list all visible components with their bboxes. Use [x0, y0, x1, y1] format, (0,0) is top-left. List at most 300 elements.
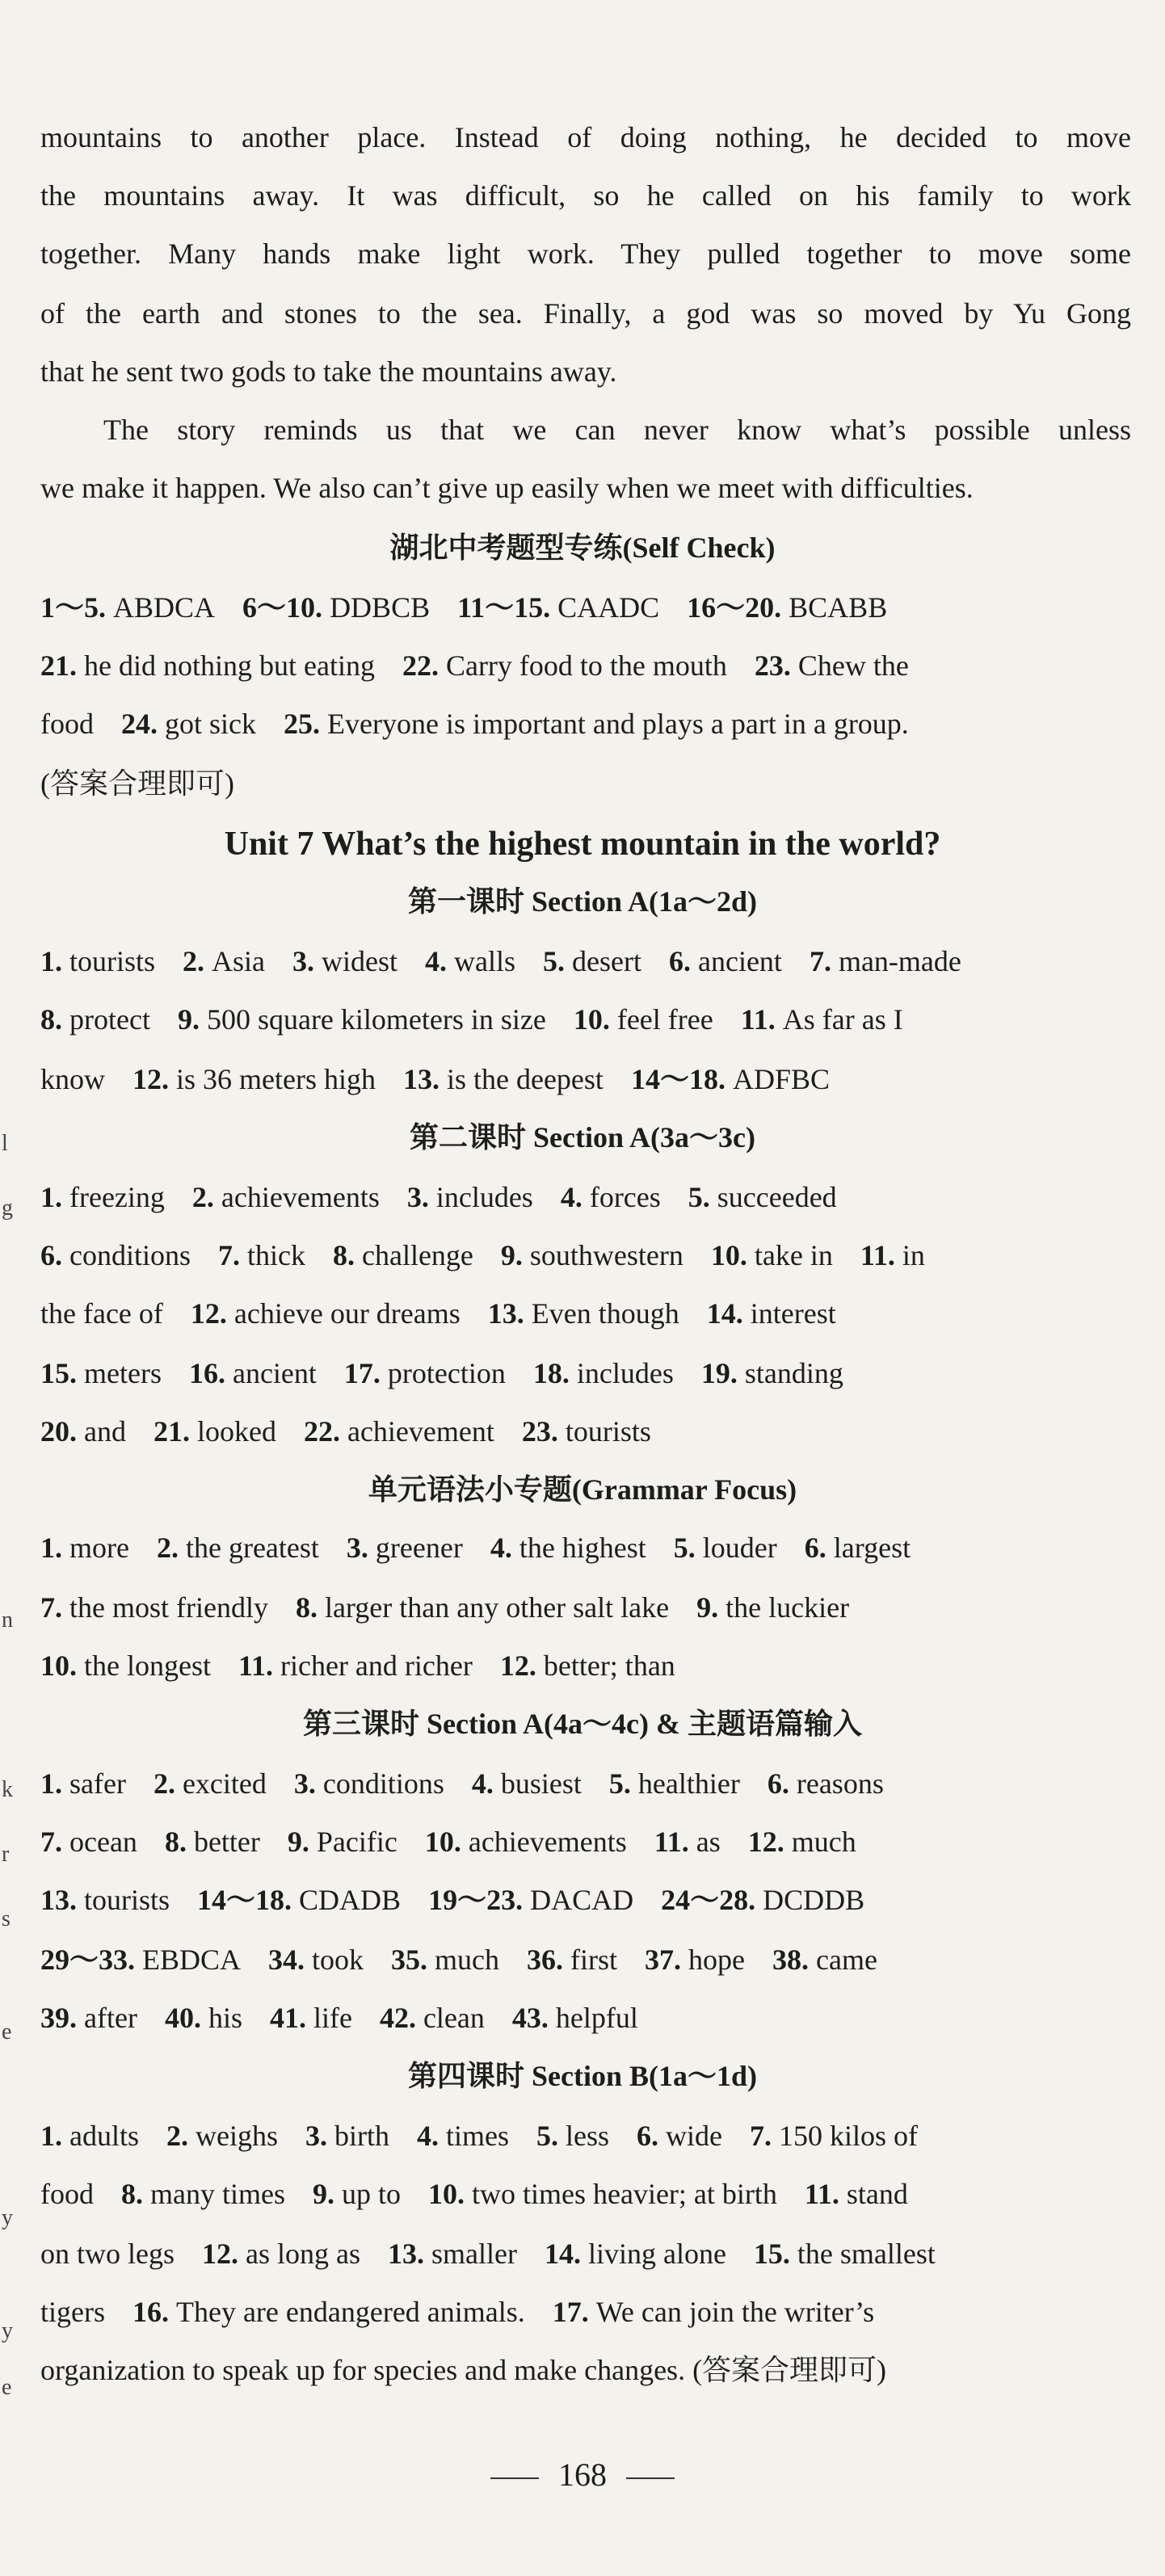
answer-line — [40, 648, 1131, 683]
answer-number: 42. — [379, 2002, 423, 2034]
answer-number: 3. — [292, 945, 322, 977]
answer-line — [40, 1942, 1131, 1977]
answer-item — [645, 1942, 745, 1977]
answer-number: 29～33. — [40, 1944, 143, 1976]
answer-number: 12. — [132, 1063, 176, 1095]
answer-item — [40, 943, 155, 979]
section-heading: 湖北中考题型专练(Self Check) — [389, 532, 776, 564]
answer-text: ocean — [69, 1826, 137, 1858]
answer-item — [40, 1766, 126, 1801]
answer-item — [380, 2000, 485, 2036]
answer-line — [40, 2176, 1131, 2212]
answer-item — [417, 2118, 509, 2154]
answer-line — [40, 766, 1131, 801]
answer-text: succeeded — [717, 1181, 837, 1213]
answer-text: hope — [688, 1944, 746, 1976]
answer-text: conditions — [69, 1239, 191, 1271]
answer-number: 14～18. — [630, 1063, 733, 1095]
answer-number: 25. — [284, 708, 327, 740]
answer-item — [40, 1061, 105, 1097]
answer-text: widest — [322, 945, 398, 977]
answer-item — [270, 2000, 352, 2036]
answer-number: 13. — [40, 1884, 84, 1916]
answer-text: better; than — [543, 1649, 675, 1682]
answer-item — [40, 1179, 165, 1215]
answer-number: 21. — [153, 1415, 197, 1448]
answer-number: 11. — [804, 2178, 847, 2210]
answer-number: 7. — [218, 1239, 247, 1271]
answer-number: 15. — [40, 1357, 84, 1389]
answer-text: achieve our dreams — [233, 1297, 461, 1330]
section-heading: 第四课时 Section B(1a～1d) — [407, 2060, 757, 2092]
answer-item — [669, 943, 782, 979]
answer-text: healthier — [637, 1767, 740, 1800]
answer-text: As far as I — [782, 1003, 903, 1036]
answer-text: Pacific — [316, 1826, 397, 1858]
answer-item — [40, 1414, 126, 1449]
answer-item — [292, 943, 397, 979]
answer-item — [304, 1414, 494, 1449]
answer-number: 7. — [40, 1826, 69, 1858]
answer-item — [527, 1942, 617, 1977]
answer-text: richer and richer — [280, 1649, 473, 1682]
answer-item — [805, 2176, 908, 2212]
answer-text: Everyone is important and plays a part in a group. — [327, 708, 909, 740]
answer-number: 1. — [40, 1532, 69, 1564]
answer-text: as — [696, 1826, 721, 1858]
answer-text: Asia — [212, 945, 266, 977]
answer-number: 13. — [487, 1297, 532, 1330]
answer-text: larger than any other salt lake — [324, 1591, 670, 1624]
answer-number: 20. — [40, 1415, 84, 1448]
answer-item — [637, 2118, 722, 2154]
answer-number: 41. — [269, 2002, 313, 2034]
answer-line — [40, 1238, 1131, 1273]
answer-item — [40, 2176, 94, 2212]
margin-letter: l — [2, 1131, 8, 1156]
answer-text: DDBCB — [330, 591, 431, 624]
answer-item — [687, 590, 887, 625]
answer-number: 3. — [305, 2120, 334, 2152]
answer-item — [154, 1766, 267, 1801]
answer-number: 5. — [673, 1532, 703, 1564]
answer-number: 11. — [860, 1239, 902, 1271]
answer-number: 4. — [417, 2120, 446, 2152]
paragraph-line: of the earth and stones to the sea. Finally, a god was so moved by Yu Gong — [40, 297, 1131, 330]
answer-number: 19. — [700, 1357, 745, 1389]
answer-item — [183, 943, 265, 979]
margin-letter: y — [2, 2318, 13, 2343]
answer-text: tourists — [84, 1884, 170, 1916]
answer-item — [40, 2294, 105, 2330]
answer-text: birth — [334, 2120, 389, 2152]
answer-number: 1～5. — [40, 591, 114, 624]
answer-number: 10. — [428, 2178, 472, 2210]
answer-number: 6. — [767, 1767, 797, 1800]
answer-item — [574, 1002, 713, 1037]
answer-text: achievements — [468, 1826, 627, 1858]
answer-number: 9. — [696, 1591, 726, 1624]
answer-text: organization to speak up for species and make changes. (答案合理即可) — [40, 2354, 887, 2386]
answer-number: 16～20. — [687, 591, 789, 624]
dash-right — [626, 2477, 675, 2479]
answer-item — [661, 1882, 864, 1918]
answer-line — [40, 1824, 1131, 1860]
answer-text: after — [84, 2002, 137, 2034]
margin-letter: r — [2, 1842, 10, 1867]
answer-line — [40, 1414, 1131, 1449]
answer-text: food — [40, 708, 94, 740]
answer-item — [428, 1882, 633, 1918]
answer-item — [40, 2000, 137, 2036]
answer-text: came — [816, 1944, 877, 1976]
answer-item — [543, 943, 641, 979]
answer-text: on two legs — [40, 2238, 175, 2270]
answer-text: times — [446, 2120, 509, 2152]
answer-text: living alone — [587, 2238, 726, 2270]
answer-line — [40, 2236, 1131, 2271]
answer-text: safer — [69, 1767, 126, 1800]
answer-text: includes — [435, 1181, 533, 1213]
answer-number: 12. — [190, 1297, 234, 1330]
answer-item — [750, 2118, 918, 2154]
answer-number: 23. — [754, 649, 798, 682]
answer-text: protection — [387, 1357, 506, 1389]
answer-text: the highest — [519, 1532, 646, 1564]
answer-item — [403, 1061, 604, 1097]
answer-item — [40, 1882, 170, 1918]
answer-number: 21. — [40, 649, 84, 682]
answer-number: 8. — [295, 1591, 325, 1624]
answer-line — [40, 1766, 1131, 1801]
page-number — [0, 2456, 1165, 2494]
margin-letter: g — [2, 1196, 13, 1221]
answer-line — [40, 1530, 1131, 1565]
answer-item — [40, 1590, 268, 1625]
answer-text: his — [208, 2002, 242, 2034]
paragraph-line: together. Many hands make light work. They pulled together to move some — [40, 237, 1131, 270]
answer-item — [40, 1824, 137, 1860]
margin-letter: n — [2, 1607, 13, 1633]
answer-text: CAADC — [557, 591, 660, 624]
answer-item — [810, 943, 961, 979]
answer-item — [40, 2236, 175, 2271]
answer-number: 34. — [268, 1944, 313, 1976]
answer-text: tourists — [69, 945, 156, 977]
paragraph-line: The story reminds us that we can never know what’s possible unless — [103, 414, 1131, 446]
answer-text: stand — [846, 2178, 908, 2210]
answer-number: 11. — [654, 1826, 696, 1858]
answer-number: 24～28. — [661, 1884, 763, 1916]
answer-number: 17. — [552, 2296, 596, 2328]
answer-item — [40, 590, 215, 625]
answer-number: 4. — [490, 1532, 519, 1564]
answer-item — [545, 2236, 726, 2271]
answer-text: wide — [666, 2120, 722, 2152]
answer-number: 2. — [156, 1532, 186, 1564]
answer-text: the smallest — [797, 2238, 936, 2270]
answer-line — [40, 2118, 1131, 2154]
answer-item — [748, 1824, 856, 1860]
answer-item — [631, 1061, 830, 1097]
answer-item — [40, 1530, 129, 1565]
answer-text: DACAD — [530, 1884, 634, 1916]
answer-item — [490, 1530, 646, 1565]
answer-item — [425, 1824, 627, 1860]
answer-text: Even though — [531, 1297, 679, 1330]
answer-item — [754, 2236, 936, 2271]
answer-item — [165, 2000, 242, 2036]
answer-text: tourists — [565, 1415, 651, 1448]
answer-number: 38. — [772, 1944, 817, 1976]
answer-text: is 36 meters high — [176, 1063, 376, 1095]
answer-item — [654, 1824, 721, 1860]
answer-text: and — [84, 1415, 126, 1448]
answer-number: 2. — [183, 945, 212, 977]
answer-number: 8. — [121, 2178, 150, 2210]
answer-text: as long as — [246, 2238, 360, 2270]
answer-item — [609, 1766, 740, 1801]
answer-number: 24. — [121, 708, 165, 740]
answer-text: achievement — [347, 1415, 494, 1448]
answer-text: 150 kilos of — [778, 2120, 918, 2152]
paragraph-line: the mountains away. It was difficult, so he called on his family to work — [40, 179, 1131, 212]
answer-text: adults — [69, 2120, 139, 2152]
answer-number: 9. — [287, 1826, 317, 1858]
answer-number: 8. — [40, 1003, 69, 1036]
margin-letter: s — [2, 1906, 11, 1931]
answer-line — [40, 2000, 1131, 2036]
answer-item — [755, 648, 909, 683]
answer-text: CDADB — [299, 1884, 402, 1916]
answer-item — [157, 1530, 319, 1565]
answer-text: 500 square kilometers in size — [206, 1003, 546, 1036]
answer-number: 16. — [132, 2296, 176, 2328]
answer-item — [488, 1296, 679, 1331]
answer-number: 2. — [191, 1181, 221, 1213]
answer-text: the face of — [40, 1297, 163, 1330]
answer-text: Chew the — [797, 649, 909, 682]
answer-text: interest — [750, 1297, 836, 1330]
answer-text: busiest — [500, 1767, 582, 1800]
answer-text: We can join the writer’s — [595, 2296, 875, 2328]
answer-item — [40, 1648, 211, 1683]
answer-number: 5. — [608, 1767, 638, 1800]
answer-line — [40, 706, 1131, 742]
answer-item — [40, 1296, 163, 1331]
answer-line — [40, 1648, 1131, 1683]
answer-text: challenge — [361, 1239, 473, 1271]
answer-text: helpful — [555, 2002, 638, 2034]
answer-text: ancient — [697, 945, 782, 977]
answer-item — [457, 590, 659, 625]
answer-text: southwestern — [529, 1239, 683, 1271]
answer-text: man-made — [838, 945, 961, 977]
answer-line — [40, 1590, 1131, 1625]
answer-item — [402, 648, 727, 683]
answer-item — [242, 590, 430, 625]
answer-item — [472, 1766, 582, 1801]
answer-text: less — [566, 2120, 609, 2152]
answer-text: is the deepest — [446, 1063, 604, 1095]
answer-text: They are endangered animals. — [175, 2296, 525, 2328]
answer-text: much — [791, 1826, 856, 1858]
answer-text: first — [570, 1944, 618, 1976]
answer-number: 13. — [402, 1063, 447, 1095]
answer-item — [202, 2236, 360, 2271]
answer-line — [40, 943, 1131, 979]
answer-text: life — [313, 2002, 352, 2034]
answer-number: 2. — [153, 1767, 183, 1800]
answer-text: clean — [423, 2002, 485, 2034]
answer-text: he did nothing but eating — [84, 649, 375, 682]
answer-text: more — [69, 1532, 129, 1564]
answer-number: 16. — [188, 1357, 233, 1389]
answer-number: 4. — [425, 945, 455, 977]
answer-line — [40, 1061, 1131, 1097]
answer-item — [500, 1648, 675, 1683]
answer-item — [191, 1296, 461, 1331]
answer-number: 7. — [749, 2120, 779, 2152]
answer-number: 11～15. — [457, 591, 558, 624]
answer-item — [192, 1179, 380, 1215]
answer-number: 6. — [637, 2120, 666, 2152]
answer-text: louder — [702, 1532, 777, 1564]
answer-line — [40, 1002, 1131, 1037]
answer-item — [121, 2176, 285, 2212]
answer-number: 36. — [527, 1944, 571, 1976]
answer-item — [40, 1355, 162, 1391]
answer-text: includes — [576, 1357, 674, 1389]
answer-number: 9. — [177, 1003, 207, 1036]
answer-item — [40, 1942, 241, 1977]
answer-number: 12. — [747, 1826, 792, 1858]
answer-text: looked — [196, 1415, 276, 1448]
answer-text: conditions — [322, 1767, 444, 1800]
answer-text: the luckier — [725, 1591, 850, 1624]
answer-item — [284, 706, 909, 742]
answer-item — [561, 1179, 661, 1215]
answer-text: forces — [589, 1181, 661, 1213]
answer-number: 11. — [740, 1003, 783, 1036]
answer-text: Carry food to the mouth — [445, 649, 727, 682]
answer-item — [40, 648, 375, 683]
answer-text: the most friendly — [69, 1591, 268, 1624]
paragraph-line: we make it happen. We also can’t give up easily when we meet with difficulties. — [40, 472, 974, 504]
answer-number: 3. — [406, 1181, 436, 1213]
answer-item — [268, 1942, 364, 1977]
answer-item — [536, 2118, 609, 2154]
answer-number: 12. — [202, 2238, 246, 2270]
answer-text: DCDDB — [763, 1884, 865, 1916]
answer-text: thick — [247, 1239, 305, 1271]
answer-number: 40. — [164, 2002, 208, 2034]
answer-number: 22. — [303, 1415, 347, 1448]
page-number-text: 168 — [558, 2456, 607, 2493]
answer-item — [522, 1414, 651, 1449]
answer-item — [296, 1590, 669, 1625]
answer-number: 14. — [544, 2238, 588, 2270]
answer-number: 23. — [521, 1415, 566, 1448]
unit-title: Unit 7 What’s the highest mountain in the world? — [224, 826, 941, 863]
answer-text: desert — [572, 945, 641, 977]
answer-text: ADFBC — [732, 1063, 830, 1095]
answer-line — [40, 2294, 1131, 2330]
answer-text: take in — [754, 1239, 833, 1271]
answer-item — [711, 1238, 833, 1273]
answer-number: 14～18. — [197, 1884, 300, 1916]
dash-left — [490, 2477, 539, 2479]
section-heading: 第三课时 Section A(4a～4c) & 主题语篇输入 — [303, 1708, 862, 1740]
answer-number: 3. — [346, 1532, 376, 1564]
answer-item — [166, 2118, 278, 2154]
answer-text: meters — [84, 1357, 162, 1389]
answer-item — [407, 1179, 533, 1215]
answer-item — [533, 1355, 674, 1391]
answer-text: freezing — [69, 1181, 165, 1213]
answer-item — [197, 1882, 401, 1918]
section-heading: 第一课时 Section A(1a～2d) — [407, 885, 757, 918]
answer-text: took — [312, 1944, 364, 1976]
answer-item — [40, 1002, 150, 1037]
answer-item — [805, 1530, 911, 1565]
answer-line — [40, 1355, 1131, 1391]
answer-item — [218, 1238, 305, 1273]
answer-item — [40, 1238, 191, 1273]
answer-number: 1. — [40, 2120, 69, 2152]
answer-number: 1. — [40, 1767, 69, 1800]
answer-text: better — [193, 1826, 260, 1858]
answer-number: 6. — [40, 1239, 69, 1271]
answer-number: 19～23. — [428, 1884, 531, 1916]
answer-number: 18. — [532, 1357, 577, 1389]
answer-number: 10. — [424, 1826, 469, 1858]
answer-number: 9. — [500, 1239, 530, 1271]
answer-number: 12. — [499, 1649, 544, 1682]
answer-item — [501, 1238, 683, 1273]
answer-number: 10. — [40, 1649, 84, 1682]
answer-number: 37. — [645, 1944, 689, 1976]
answer-text: achievements — [221, 1181, 380, 1213]
answer-number: 39. — [40, 2002, 84, 2034]
answer-text: many times — [150, 2178, 285, 2210]
answer-item — [701, 1355, 843, 1391]
answer-number: 1. — [40, 1181, 69, 1213]
answer-item — [294, 1766, 444, 1801]
paragraph-line: mountains to another place. Instead of doing nothing, he decided to move — [40, 121, 1131, 153]
section-heading: 单元语法小专题(Grammar Focus) — [368, 1473, 797, 1506]
paragraph-line: that he sent two gods to take the mountains away. — [40, 355, 617, 388]
answer-number: 6～10. — [242, 591, 330, 624]
answer-item — [40, 2118, 139, 2154]
answer-number: 15. — [753, 2238, 797, 2270]
answer-text: greener — [375, 1532, 463, 1564]
answer-text: tigers — [40, 2296, 105, 2328]
answer-number: 10. — [573, 1003, 617, 1036]
answer-item — [741, 1002, 903, 1037]
answer-number: 4. — [560, 1181, 590, 1213]
answer-number: 6. — [668, 945, 698, 977]
answer-number: 22. — [402, 649, 446, 682]
answer-number: 7. — [40, 1591, 69, 1624]
answer-item — [189, 1355, 317, 1391]
answer-item — [674, 1530, 777, 1565]
margin-letter: e — [2, 2375, 12, 2400]
answer-number: 3. — [293, 1767, 323, 1800]
answer-number: 9. — [312, 2178, 342, 2210]
answer-text: protect — [69, 1003, 150, 1036]
answer-text: EBDCA — [142, 1944, 242, 1976]
